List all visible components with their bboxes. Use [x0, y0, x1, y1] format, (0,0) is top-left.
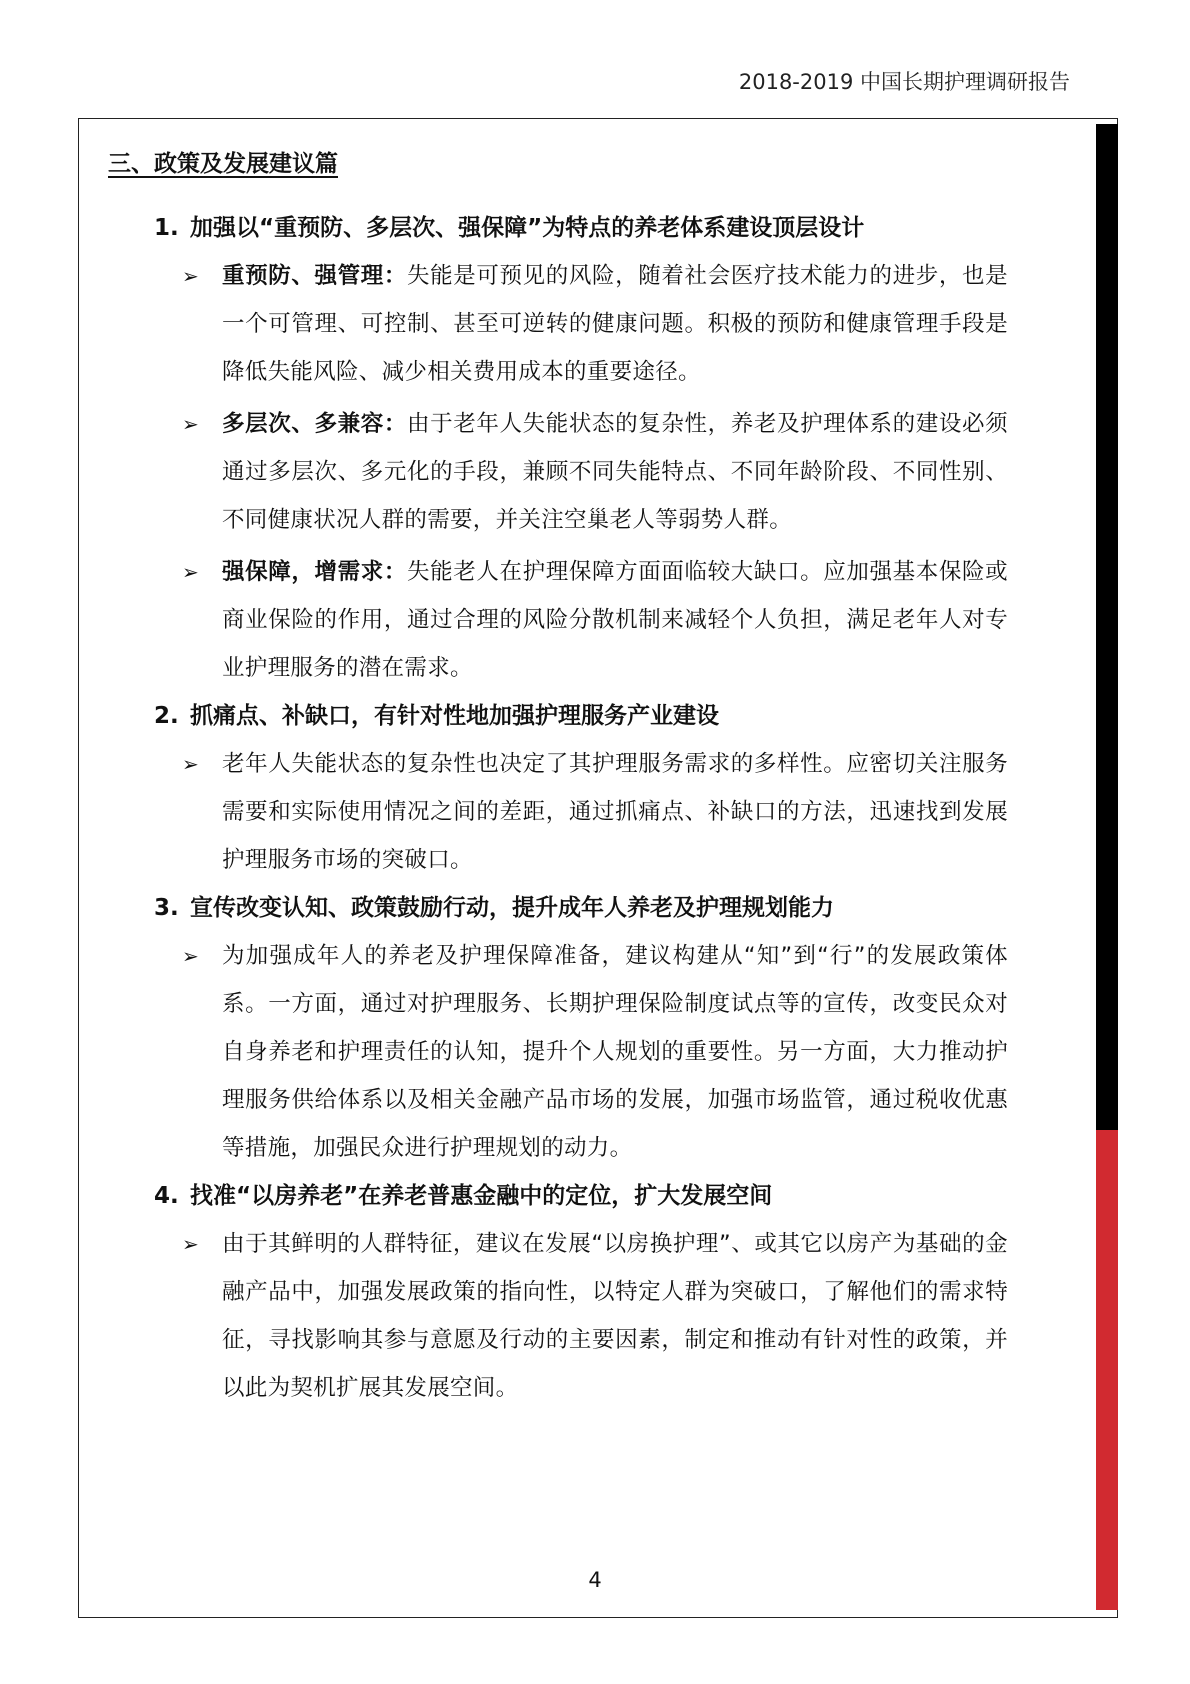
item-heading: 宣传改变认知、政策鼓励行动，提升成年人养老及护理规划能力: [190, 895, 834, 921]
bullet-text: 老年人失能状态的复杂性也决定了其护理服务需求的多样性。应密切关注服务需要和实际使用情况之间的差距，通过抓痛点、补缺口的方法，迅速找到发展护理服务市场的突破口。: [222, 751, 1008, 873]
bullet-paragraph: [108, 1220, 1008, 1412]
side-bar-black: [1096, 124, 1118, 1164]
arrow-bullet-icon: ➢: [182, 1232, 200, 1256]
item-heading: 抓痛点、补缺口，有针对性地加强护理服务产业建设: [190, 703, 719, 729]
arrow-bullet-icon: ➢: [182, 412, 200, 436]
bullet-lead: 多层次、多兼容：: [222, 411, 408, 437]
content: [108, 140, 1008, 1416]
bullet-paragraph: [108, 740, 1008, 884]
bullet-text: 为加强成年人的养老及护理保障准备，建议构建从“知”到“行”的发展政策体系。一方面，通过对护理服务、长期护理保险制度试点等的宣传，改变民众对自身养老和护理责任的认知，提升个人规划的重要性。另一方面，大力推动护理服务供给体系以及相关金融产品市场的发展，加强市场监管，通过税收优惠等措施，加强民众进行护理规划的动力。: [222, 943, 1008, 1161]
item-number: 3.: [154, 895, 179, 921]
bullet-paragraph: [108, 400, 1008, 544]
side-bar-red: [1096, 1130, 1118, 1610]
arrow-bullet-icon: ➢: [182, 560, 200, 584]
bullet-text: 由于老年人失能状态的复杂性，养老及护理体系的建设必须通过多层次、多元化的手段，兼顾不同失能特点、不同年龄阶段、不同性别、不同健康状况人群的需要，并关注空巢老人等弱势人群。: [222, 411, 1008, 533]
arrow-bullet-icon: ➢: [182, 752, 200, 776]
page-number: 4: [588, 1568, 602, 1592]
bullet-text: 由于其鲜明的人群特征，建议在发展“以房换护理”、或其它以房产为基础的金融产品中，加强发展政策的指向性，以特定人群为突破口，了解他们的需求特征，寻找影响其参与意愿及行动的主要因素，制定和推动有针对性的政策，并以此为契机扩展其发展空间。: [222, 1231, 1008, 1401]
item-number: 1.: [154, 215, 179, 241]
bullet-paragraph: [108, 932, 1008, 1172]
item-number: 2.: [154, 703, 179, 729]
bullet-paragraph: [108, 548, 1008, 692]
item-title: [154, 696, 1008, 736]
running-header: 2018-2019 中国长期护理调研报告: [738, 70, 1070, 94]
item-heading: 加强以“重预防、多层次、强保障”为特点的养老体系建设顶层设计: [190, 215, 865, 241]
bullet-lead: 强保障，增需求：: [222, 559, 408, 585]
arrow-bullet-icon: ➢: [182, 264, 200, 288]
item-title: [154, 208, 1008, 248]
item-title: [154, 1176, 1008, 1216]
arrow-bullet-icon: ➢: [182, 944, 200, 968]
item-heading: 找准“以房养老”在养老普惠金融中的定位，扩大发展空间: [190, 1183, 773, 1209]
bullet-text: 失能是可预见的风险，随着社会医疗技术能力的进步，也是一个可管理、可控制、甚至可逆转的健康问题。积极的预防和健康管理手段是降低失能风险、减少相关费用成本的重要途径。: [222, 263, 1008, 385]
section-title: 三、政策及发展建议篇: [108, 151, 338, 177]
bullet-text: 失能老人在护理保障方面面临较大缺口。应加强基本保险或商业保险的作用，通过合理的风险分散机制来减轻个人负担，满足老年人对专业护理服务的潜在需求。: [222, 559, 1008, 681]
bullet-paragraph: [108, 252, 1008, 396]
item-title: [154, 888, 1008, 928]
bullet-lead: 重预防、强管理：: [222, 263, 408, 289]
item-number: 4.: [154, 1183, 179, 1209]
